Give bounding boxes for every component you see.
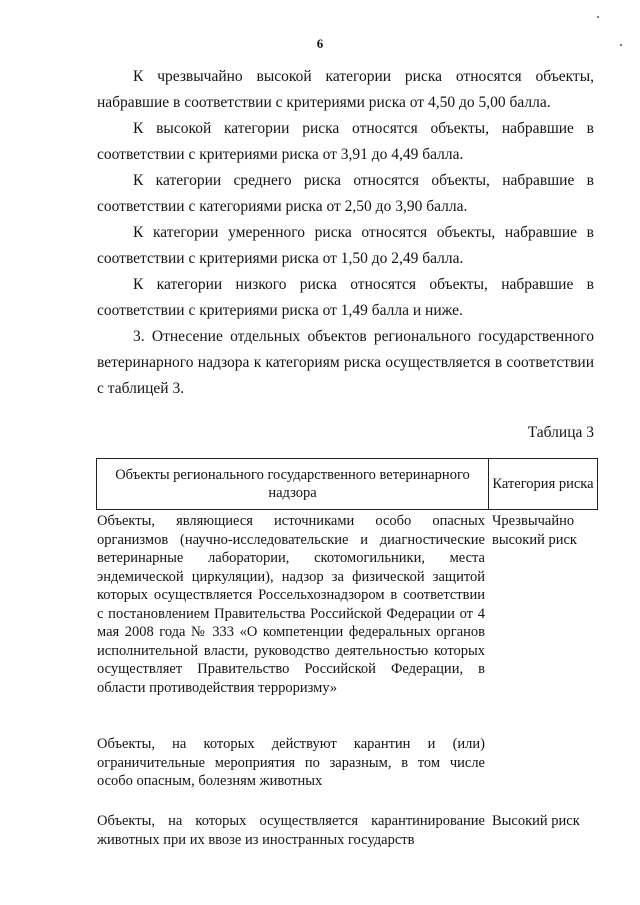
table-header <box>96 458 598 510</box>
page-number: 6 <box>316 36 324 51</box>
paragraph-medium-risk: К категории среднего риска относятся объекты, набравшие в соответствии с категориями риска от 2,50 до 3,90 балла. <box>97 172 594 215</box>
row-object: Объекты, на которых осуществляется карантинирование животных при их ввозе из иностранных государств <box>97 813 485 848</box>
paragraph-high-risk: К высокой категории риска относятся объекты, набравшие в соответствии с критериями риска от 3,91 до 4,49 балла. <box>97 120 594 163</box>
paragraph-extreme-risk: К чрезвычайно высокой категории риска относятся объекты, набравшие в соответствии с критериями риска от 4,50 до 5,00 балла. <box>97 68 594 111</box>
paragraph-item-3: 3. Отнесение отдельных объектов регионального государственного ветеринарного надзора к категориям риска осуществляется в соответствии с таблицей 3. <box>97 328 594 397</box>
table-row <box>97 812 597 849</box>
table-row <box>97 735 597 791</box>
row-category <box>485 735 597 791</box>
header-objects: Объекты регионального государственного ветеринарного надзора <box>97 459 489 509</box>
row-object: Объекты, на которых действуют карантин и (или) ограничительные мероприятия по заразным, в том числе особо опасным, болезням животных <box>97 736 485 789</box>
table-row <box>97 512 597 697</box>
row-category: Высокий риск <box>492 813 580 829</box>
table-caption: Таблица 3 <box>527 424 594 441</box>
row-category: Чрезвычайно высокий риск <box>492 513 577 548</box>
paragraph-moderate-risk: К категории умеренного риска относятся объекты, набравшие в соответствии с критериями риска от 1,50 до 2,49 балла. <box>97 224 594 267</box>
header-category: Категория риска <box>492 476 594 492</box>
scan-speck <box>597 16 599 18</box>
paragraph-low-risk: К категории низкого риска относятся объекты, набравшие в соответствии с критериями риска от 1,49 балла и ниже. <box>97 276 594 319</box>
row-object: Объекты, являющиеся источниками особо опасных организмов (научно-исследовательские и диагностические ветеринарные лаборатории, скотомогильники, места эндемической циркуляции), надзор за физической защитой которых осуществляется Россельхознадзором в соответствии с постановлением Правительства Российской Федерации от 4 мая 2008 года № 333 «О компетенции федеральных органов исполнительной власти, руководство деятельностью которых осуществляет Правительство Российской Федерации, в области противодействия терроризму» <box>97 513 485 696</box>
